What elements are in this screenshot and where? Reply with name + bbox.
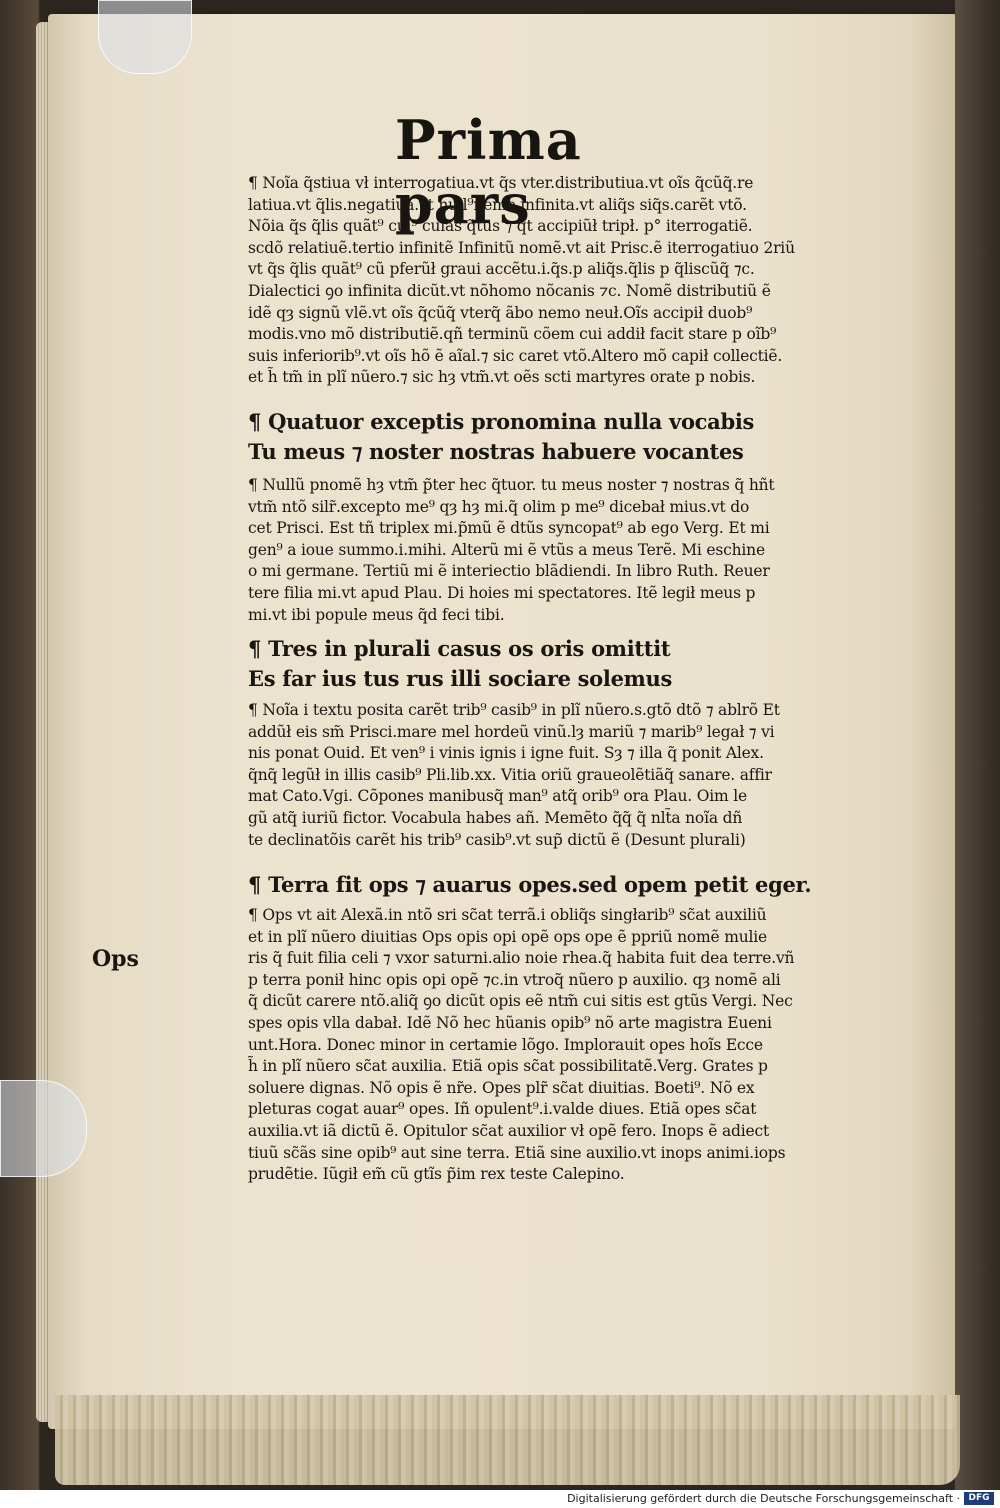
plexiglass-clip-side [0, 1080, 87, 1177]
page-bottom-edge [55, 1395, 960, 1485]
text-line: spes opis vlla dabał. Idẽ Nõ hec hũanis opib⁹ nõ arte magistra Eueni [248, 1013, 772, 1032]
text-line: ¶ Noĩa q̃stiua vł interrogatiua.vt q̃s vter.distributiua.vt oĩs q̃cũq̃.re [248, 174, 754, 192]
digitization-footer [0, 1490, 1000, 1508]
margin-note: Ops [92, 946, 139, 972]
verse-line: Tu meus ⁊ noster nostras habuere vocantes [248, 439, 744, 464]
text-line: mi.vt ibi popule meus q̃d feci tibi. [248, 605, 505, 624]
verse-2 [248, 634, 873, 694]
verse-line: ¶ Tres in plurali casus os oris omittit [248, 636, 671, 661]
text-line: addũł eis sm̃ Prisci.mare mel hordeũ vinũ.lȝ mariũ ⁊ marib⁹ legał ⁊ vi [248, 722, 775, 741]
text-line: modis.vno mõ distributiẽ.qñ terminũ cõem cui addił facit stare p oĩb⁹ [248, 325, 777, 344]
text-line: tere filia mi.vt apud Plau. Di hoies mi spectatores. Itẽ legił meus p [248, 583, 756, 602]
text-line: pleturas cogat auar⁹ opes. Iñ opulent⁹.i.valde diues. Etiã opes sc̃at [248, 1100, 757, 1119]
text-line: et h̃ tm̃ in plĩ nũero.⁊ sic hȝ vtm̃.vt oẽs scti martyres orate p nobis. [248, 368, 756, 387]
verse-line: ¶ Quatuor exceptis pronomina nulla vocabis [248, 409, 755, 434]
text-line: scdõ relatiuẽ.tertio infinitẽ Infinitũ nomẽ.vt ait Prisc.ẽ iterrogatiuo 2riũ [248, 238, 795, 257]
text-line: h̃ in plĩ nũero sc̃at auxilia. Etiã opis sc̃at possibilitatẽ.Verg. Grates p [248, 1057, 768, 1076]
paragraph-1 [248, 173, 873, 389]
text-line: latiua.vt q̃lis.negatiua.vt null⁹nemo.infinita.vt aliq̃s siq̃s.carẽt vtõ. [248, 195, 747, 214]
text-line: gen⁹ a ioue summo.i.mihi. Alterũ mi ẽ vtũs a meus Terẽ. Mi eschine [248, 540, 765, 559]
footer-text: Digitalisierung gefördert durch die Deutsche Forschungsgemeinschaft · [567, 1492, 960, 1505]
text-line: idẽ qȝ signũ vlẽ.vt oĩs q̃cũq̃ vterq̃ ãbo nemo neuł.Oĩs accipił duob⁹ [248, 303, 753, 322]
text-line: auxilia.vt iã dictũ ẽ. Opitulor sc̃at auxilior vł opẽ fero. Inops ẽ adiect [248, 1121, 769, 1140]
paragraph-2 [248, 475, 873, 626]
text-line: prudẽtie. Iũgił em̃ cũ gtĩs p̃im rex teste Calepino. [248, 1165, 625, 1184]
verse-3 [248, 870, 873, 900]
text-line: tiuũ sc̃ãs sine opib⁹ aut sine terra. Etiã sine auxilio.vt inops animi.iops [248, 1143, 786, 1162]
text-line: ¶ Nullũ pnomẽ hȝ vtm̃ p̃ter hec q̃tuor. tu meus noster ⁊ nostras q̃ hñt [248, 476, 775, 494]
text-line: et in plĩ nũero diuitias Ops opis opi opẽ ops ope ẽ ppriũ nomẽ mulie [248, 927, 767, 946]
text-line: ¶ Noĩa i textu posita carẽt trib⁹ casib⁹ in plĩ nũero.s.gtõ dtõ ⁊ ablrõ Et [248, 701, 780, 719]
page-title: Prima pars [395, 108, 582, 236]
dfg-logo: DFG [964, 1492, 994, 1505]
text-line: gũ atq̃ iuriũ fictor. Vocabula habes añ. Memẽto q̃q̃ q̃ nlt̃a noĩa dñ [248, 808, 743, 827]
text-line: q̃ dicũt carere ntõ.aliq̃ ꝯo dicũt opis eẽ ntm̃ cui sitis est gtũs Vergi. Nec [248, 992, 793, 1011]
text-line: cet Prisci. Est tñ triplex mi.p̃mũ ẽ dtũs syncopat⁹ ab ego Verg. Et mi [248, 519, 770, 538]
paragraph-3 [248, 700, 873, 851]
plexiglass-clip-top [98, 0, 192, 74]
verse-1 [248, 407, 873, 467]
verse-line: ¶ Terra fit ops ⁊ auarus opes.sed opem petit eger. [248, 872, 812, 897]
text-line: q̃nq̃ legũł in illis casib⁹ Pli.lib.xx. Vitia oriũ graueolẽtiãq̃ sanare. affir [248, 765, 772, 784]
facing-page-edge [955, 0, 1000, 1490]
text-line: ris q̃ fuit filia celi ⁊ vxor saturni.alio noie rhea.q̃ habita fuit dea terre.vñ [248, 949, 795, 968]
text-line: te declinatõis carẽt his trib⁹ casib⁹.vt sup̃ dictũ ẽ (Desunt plurali) [248, 830, 746, 849]
paragraph-4 [248, 905, 873, 1186]
text-line: p terra ponił hinc opis opi opẽ ⁊c.in vtroq̃ nũero p auxilio. qȝ nomẽ ali [248, 970, 781, 989]
text-line: Dialectici ꝯo infinita dicũt.vt nõhomo nõcanis ⁊c. Nomẽ distributiũ ẽ [248, 281, 771, 300]
text-line: Nõia q̃s q̃lis quãt⁹ cui⁹ cuias q̃tus ⁊ q̃t accipiũł tripł. p° iterrogatiẽ. [248, 217, 753, 236]
verse-line: Es far ius tus rus illi sociare solemus [248, 666, 673, 691]
text-line: unt.Hora. Donec minor in certamie lõgo. Implorauit opes hoĩs Ecce [248, 1035, 763, 1054]
text-line: suis inferiorib⁹.vt oĩs hõ ẽ aĩal.⁊ sic caret vtõ.Altero mõ capił collectiẽ. [248, 346, 783, 365]
text-line: ¶ Ops vt ait Alexã.in ntõ sri sc̃at terrã.i obliq̃s singłarib⁹ sc̃at auxiliũ [248, 906, 767, 924]
text-line: vt q̃s q̃lis quãt⁹ cũ pferũł graui accẽtu.i.q̃s.p aliq̃s.q̃lis p q̃liscũq̃ ⁊c. [248, 260, 755, 279]
text-line: mat Cato.Vgi. Cõpones manibusq̃ man⁹ atq̃ orib⁹ ora Plau. Oim le [248, 787, 747, 806]
text-line: soluere dignas. Nõ opis ẽ nr̃e. Opes plr̃ sc̃at diuitias. Boeti⁹. Nõ ex [248, 1078, 755, 1097]
text-line: nis ponat Ouid. Et ven⁹ i vinis ignis i igne fuit. Sȝ ⁊ illa q̃ ponit Alex. [248, 744, 764, 763]
text-line: vtm̃ ntõ silr̃.excepto me⁹ qȝ hȝ mi.q̃ olim p me⁹ dicebał mius.vt do [248, 497, 750, 516]
text-line: o mi germane. Tertiũ mi ẽ interiectio blãdiendi. In libro Ruth. Reuer [248, 562, 770, 581]
